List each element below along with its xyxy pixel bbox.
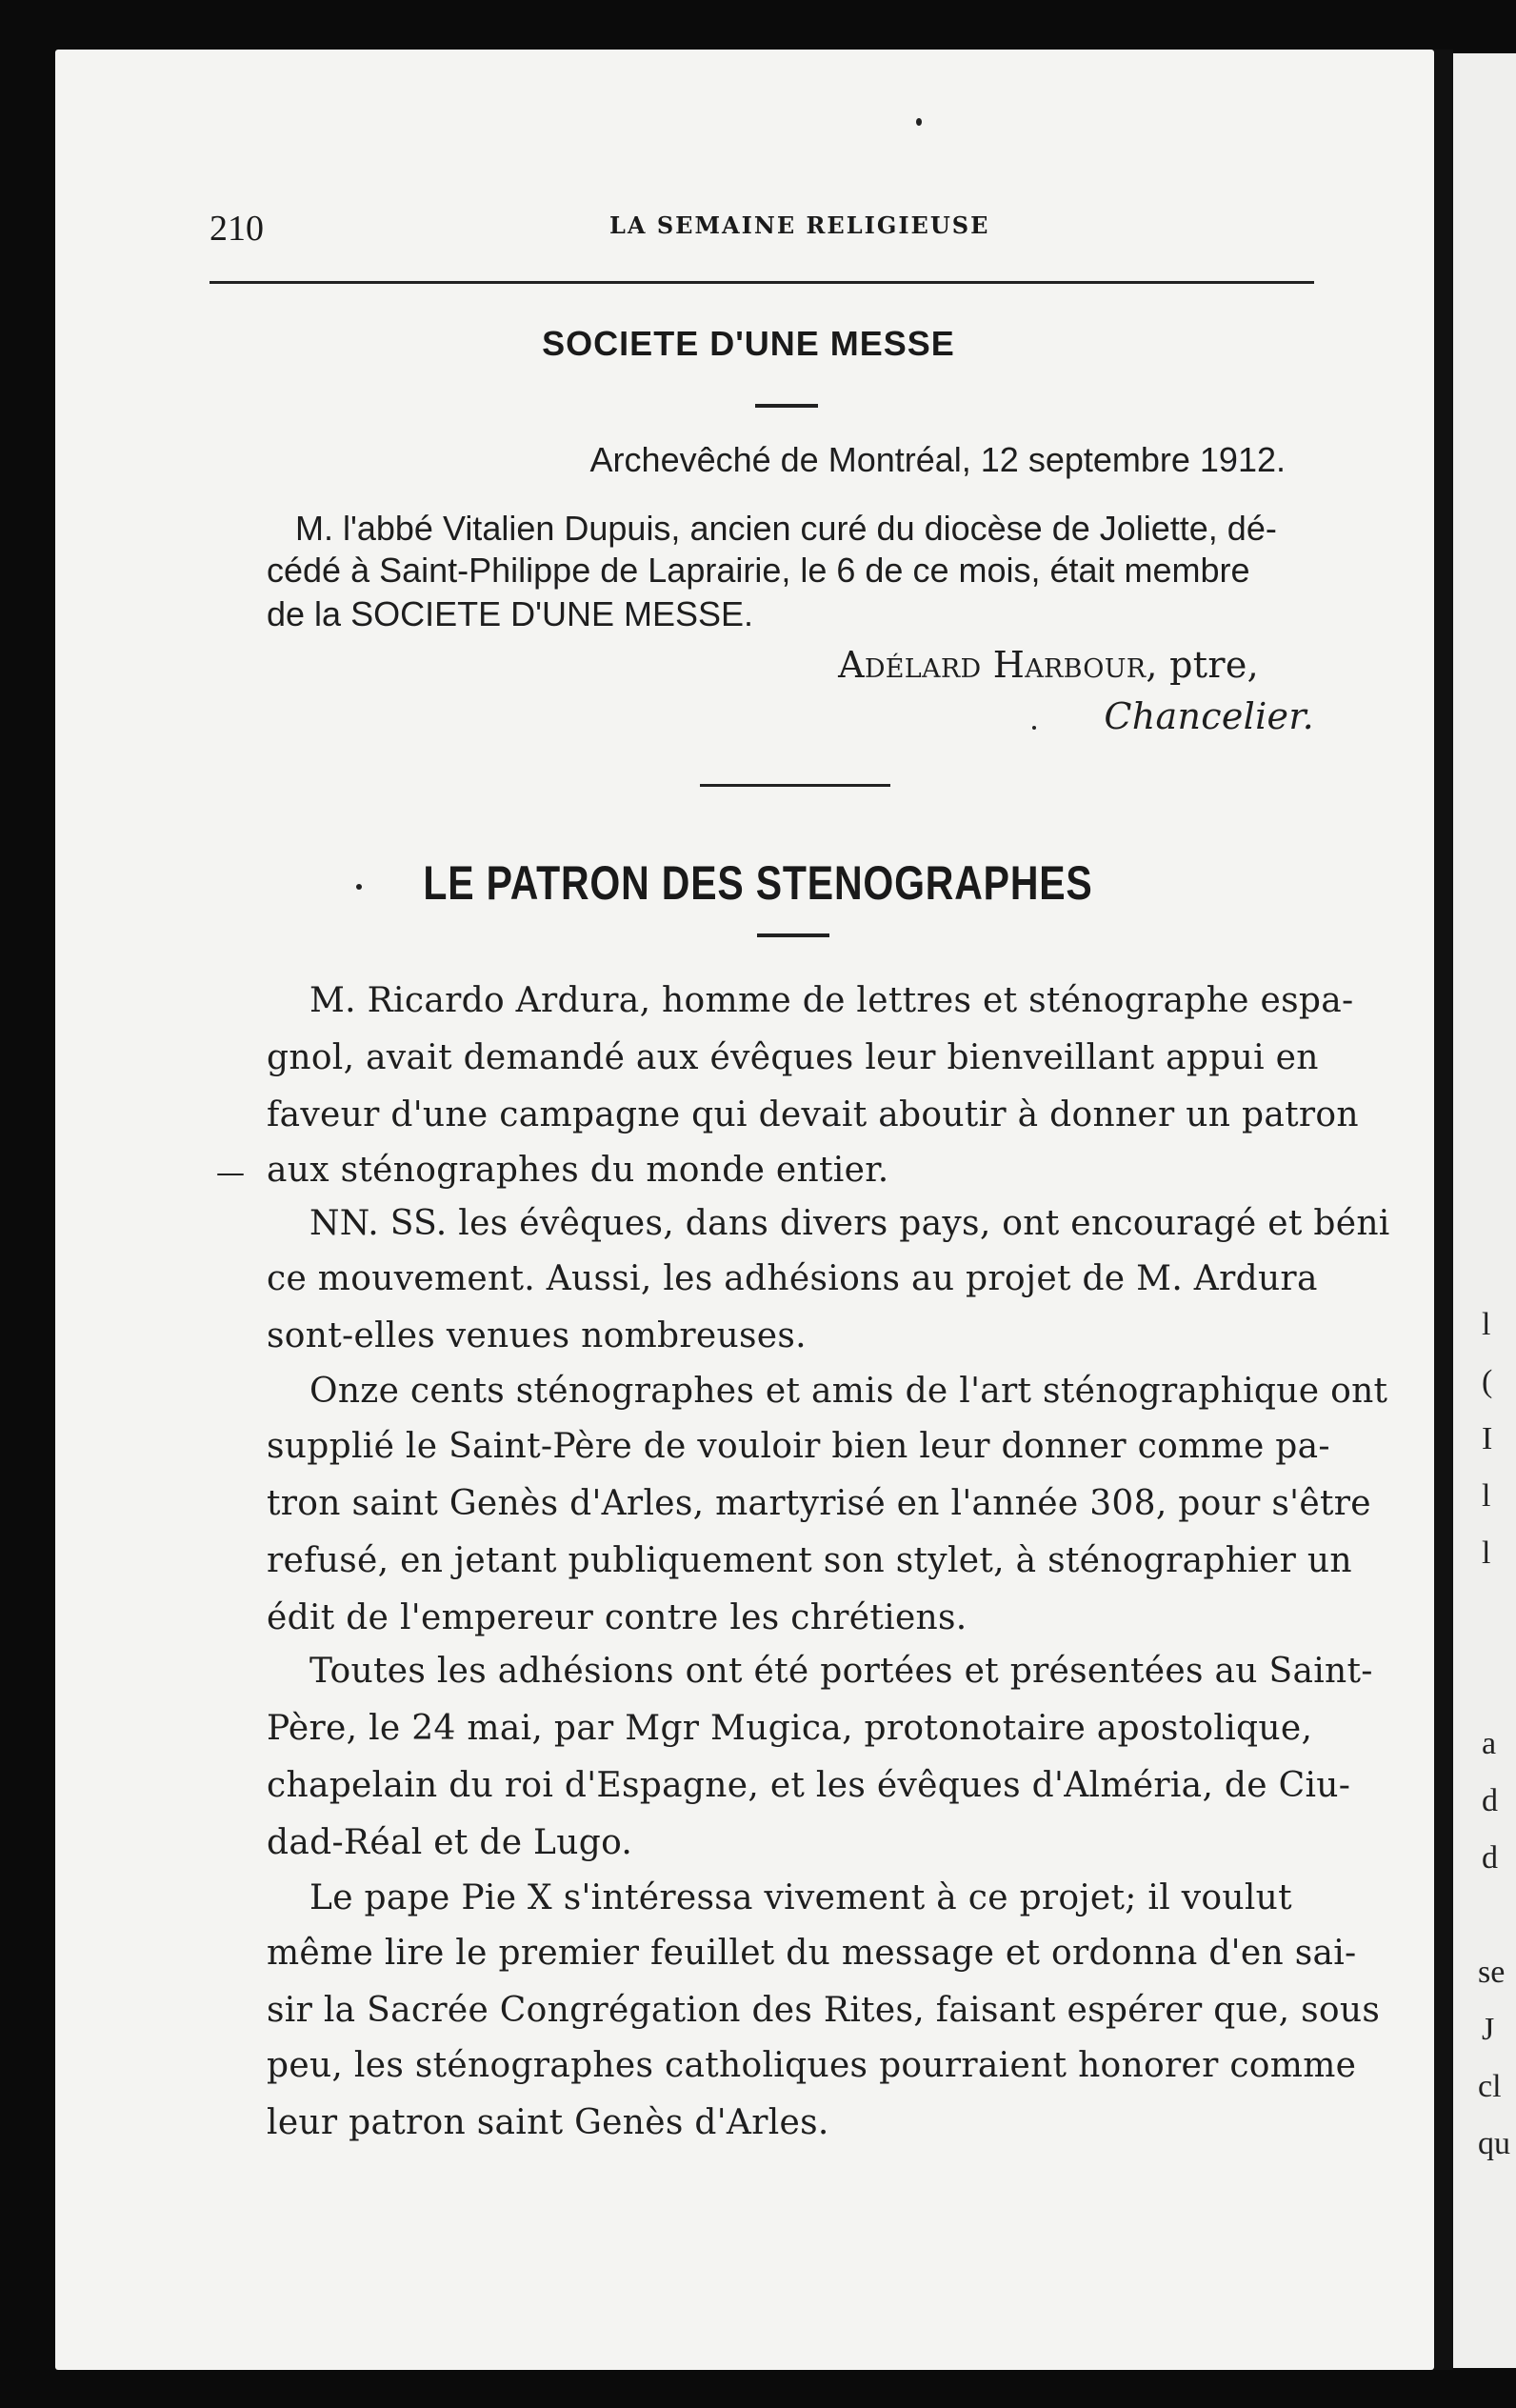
article-line: refusé, en jetant publiquement son stylet, à sténographier un (267, 1541, 1352, 1580)
notice-line: cédé à Saint-Philippe de Laprairie, le 6 de ce mois, était membre (267, 551, 1250, 590)
article-line: Onze cents sténographes et amis de l'art sténographique ont (309, 1372, 1388, 1411)
notice-title: SOCIETE D'UNE MESSE (542, 324, 955, 363)
article-line: Père, le 24 mai, par Mgr Mugica, protonotaire apostolique, (267, 1709, 1313, 1748)
header-rule (209, 281, 1314, 284)
adjacent-page-fragment: ( (1482, 1364, 1493, 1399)
article-line: supplié le Saint-Père de vouloir bien leur donner comme pa- (267, 1427, 1330, 1466)
signature-suffix: , ptre, (1146, 644, 1259, 686)
article-line: édit de l'empereur contre les chrétiens. (267, 1598, 967, 1637)
notice-signature-title: Chancelier. (1104, 695, 1314, 737)
scan-speck (916, 118, 922, 126)
adjacent-page-fragment: qu (1478, 2126, 1510, 2161)
article-line: Le pape Pie X s'intéressa vivement à ce projet; il voulut (309, 1878, 1292, 1917)
adjacent-page-fragment: d (1482, 1783, 1498, 1818)
article-line: faveur d'une campagne qui devait aboutir à donner un patron (267, 1095, 1359, 1134)
adjacent-page-fragment: se (1478, 1955, 1506, 1990)
article-line: leur patron saint Genès d'Arles. (267, 2103, 829, 2142)
article-line: sir la Sacrée Congrégation des Rites, faisant espérer que, sous (267, 1991, 1381, 2030)
notice-dateline: Archevêché de Montréal, 12 septembre 1912. (589, 440, 1286, 479)
adjacent-page-fragment: l (1482, 1307, 1491, 1342)
article-title: LE PATRON DES STENOGRAPHES (423, 856, 1093, 910)
article-line: NN. SS. les évêques, dans divers pays, ont encouragé et béni (309, 1204, 1390, 1243)
scan-speck (1032, 726, 1036, 730)
scan-speck (217, 1174, 244, 1175)
article-line: même lire le premier feuillet du message et ordonna d'en sai- (267, 1934, 1357, 1973)
running-title: LA SEMAINE RELIGIEUSE (609, 211, 990, 239)
article-line: tron saint Genès d'Arles, martyrisé en l'année 308, pour s'être (267, 1484, 1371, 1523)
article-line: dad-Réal et de Lugo. (267, 1823, 633, 1862)
notice-line: M. l'abbé Vitalien Dupuis, ancien curé du diocèse de Joliette, dé- (295, 509, 1277, 548)
article-line: aux sténographes du monde entier. (267, 1151, 889, 1190)
adjacent-page-fragment: l (1482, 1535, 1491, 1571)
adjacent-page-fragment: I (1482, 1421, 1493, 1456)
article-line: Toutes les adhésions ont été portées et présentées au Saint- (309, 1652, 1373, 1691)
article-line: chapelain du roi d'Espagne, et les évêques d'Alméria, de Ciu- (267, 1766, 1351, 1805)
page-number: 210 (209, 209, 264, 249)
adjacent-page-fragment: J (1482, 2012, 1495, 2047)
separator-rule (700, 784, 890, 787)
section-divider (755, 404, 818, 408)
adjacent-page-fragment: a (1482, 1726, 1497, 1761)
section-divider (757, 933, 829, 937)
adjacent-page-fragment: cl (1478, 2069, 1502, 2104)
signature-name: Adélard Harbour (838, 644, 1147, 686)
page-gutter (1434, 50, 1453, 2370)
adjacent-page-fragment: l (1482, 1478, 1491, 1514)
article-line: ce mouvement. Aussi, les adhésions au projet de M. Ardura (267, 1259, 1318, 1298)
notice-signature (267, 644, 1259, 686)
scan-speck (356, 884, 362, 890)
running-header (209, 191, 1314, 257)
adjacent-page-fragment: d (1482, 1840, 1498, 1876)
article-line: peu, les sténographes catholiques pourraient honorer comme (267, 2046, 1357, 2085)
adjacent-page-edge (1453, 53, 1516, 2368)
article-line: gnol, avait demandé aux évêques leur bienveillant appui en (267, 1038, 1319, 1077)
article-line: sont-elles venues nombreuses. (267, 1316, 807, 1355)
article-line: M. Ricardo Ardura, homme de lettres et sténographe espa- (309, 981, 1354, 1020)
notice-line: de la SOCIETE D'UNE MESSE. (267, 594, 754, 633)
